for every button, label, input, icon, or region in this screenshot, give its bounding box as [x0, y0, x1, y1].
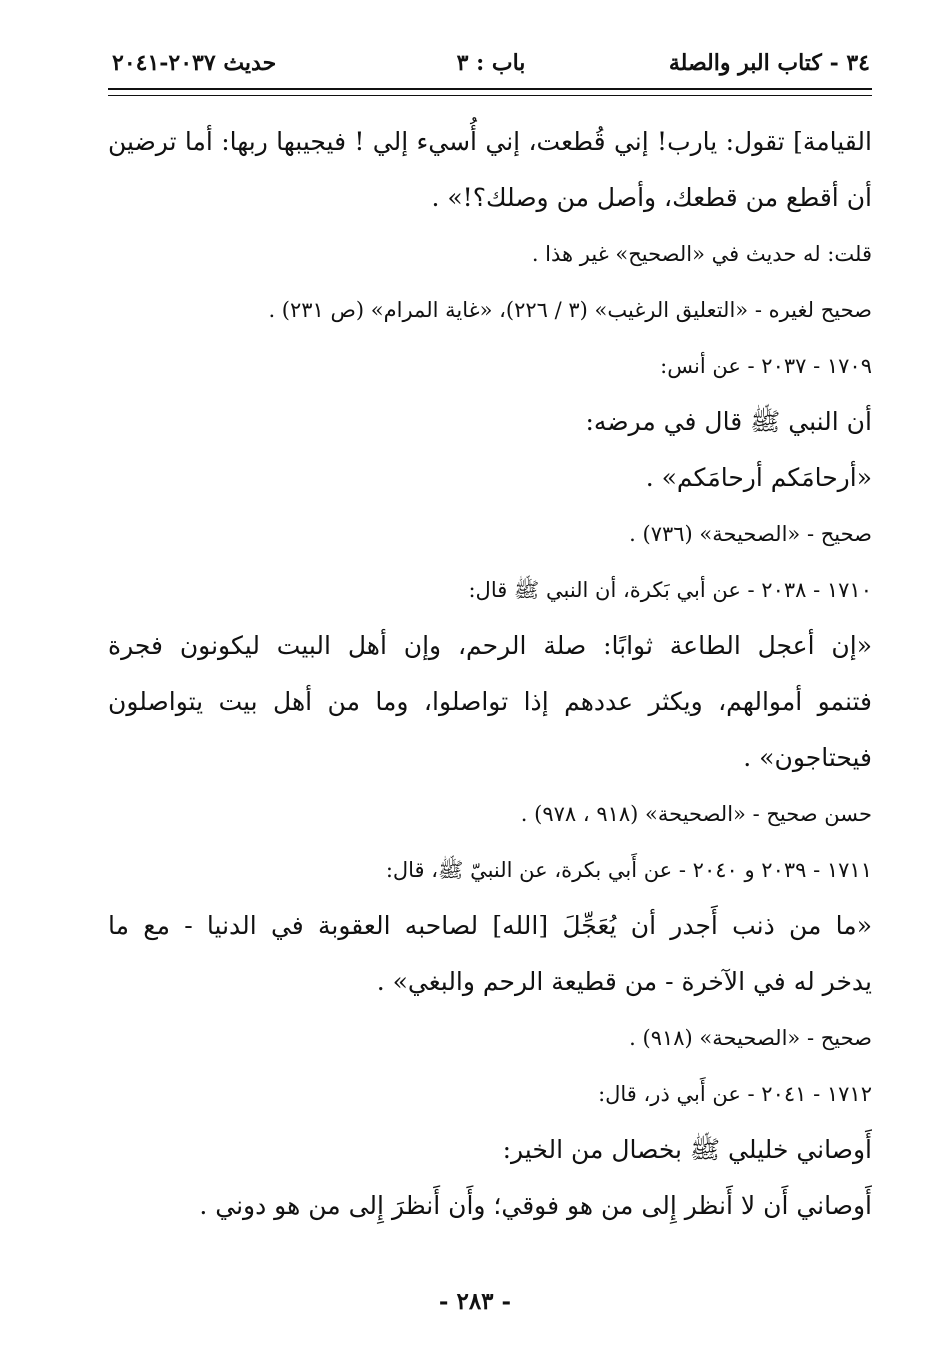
- text-line: أَوصاني أَن لا أَنظر إِلى من هو فوقي؛ وأَن أَنظرَ إِلى من هو دوني .: [199, 1191, 872, 1220]
- note-line: قلت: له حديث في «الصحيح» غير هذا .: [531, 242, 872, 266]
- chapter-label: باب : ٣: [456, 50, 526, 76]
- text-line: القيامة] تقول: يارب! إني قُطعت، إني أُسيء إلي ! فيجيبها ربها: أما ترضين: [108, 127, 872, 156]
- grading-line: صحيح لغيره - «التعليق الرغيب» (٣ / ٢٢٦)، «غاية المرام» (ص ٢٣١) .: [268, 298, 872, 322]
- text-line: يدخر له في الآخرة - من قطيعة الرحم والبغي» .: [376, 967, 872, 996]
- grading-line: صحيح - «الصحيحة» (٩١٨) .: [629, 1026, 872, 1050]
- text-line: «إن أعجل الطاعة ثوابًا: صلة الرحم، وإن أهل البيت ليكونون فجرة: [108, 631, 872, 660]
- text-line: أَوصاني خليلي ﷺ بخصال من الخير:: [502, 1135, 872, 1164]
- text-line: أن أقطع من قطعك، وأصل من وصلك؟!» .: [431, 183, 872, 212]
- hadith-number-line: ١٧١٠ - ٢٠٣٨ - عن أبي بَكرة، أن النبي ﷺ قال:: [468, 578, 872, 602]
- text-line: «ما من ذنب أَجدر أن يُعَجِّلَ [الله] لصاحبه العقوبة في الدنيا - مع ما: [108, 911, 872, 940]
- hadith-number-line: ١٧١٢ - ٢٠٤١ - عن أَبي ذر، قال:: [598, 1082, 872, 1106]
- hadith-number-line: ١٧١١ - ٢٠٣٩ و ٢٠٤٠ - عن أَبي بكرة، عن النبيّ ﷺ، قال:: [385, 858, 872, 882]
- text-line: «أرحامَكم أرحامَكم» .: [645, 463, 872, 492]
- grading-line: صحيح - «الصحيحة» (٧٣٦) .: [629, 522, 872, 546]
- page-body: [108, 114, 872, 1234]
- text-line: فتنمو أموالهم، ويكثر عددهم إذا تواصلوا، وما من أهل بيت يتواصلون: [108, 687, 872, 716]
- text-line: فيحتاجون» .: [743, 743, 872, 772]
- hadith-number-line: ١٧٠٩ - ٢٠٣٧ - عن أنس:: [660, 354, 872, 378]
- header-rule-thick: [108, 88, 872, 90]
- text-line: أن النبي ﷺ قال في مرضه:: [585, 407, 872, 436]
- hadith-range: حديث ٢٠٣٧-٢٠٤١: [112, 50, 277, 76]
- page-number: - ٢٨٣ -: [438, 1288, 512, 1315]
- header-rule-thin: [108, 95, 872, 96]
- grading-line: حسن صحيح - «الصحيحة» (٩١٨ ، ٩٧٨) .: [520, 802, 872, 826]
- book-title: ٣٤ - كتاب البر والصلة: [668, 50, 870, 76]
- running-header: [112, 44, 870, 84]
